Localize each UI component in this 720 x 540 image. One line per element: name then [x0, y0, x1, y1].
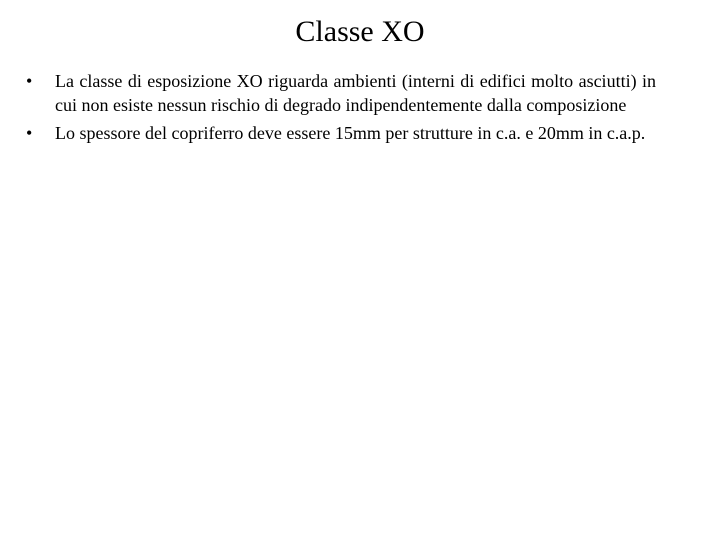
bullet-text: Lo spessore del copriferro deve essere 15mm per strutture in c.a. e 20mm in c.a.p.: [55, 123, 646, 143]
bullet-list: [26, 69, 656, 149]
bullet-icon: •: [26, 123, 33, 143]
bullet-item-cover-thickness: [26, 121, 656, 145]
bullet-item-exposure-class: [26, 69, 656, 117]
bullet-text: La classe di esposizione XO riguarda ambienti (interni di edifici molto asciutti) in cui non esiste nessun rischio di degrado indipendentemente dalla composizione: [55, 71, 656, 115]
slide-title: Classe XO: [295, 15, 425, 48]
bullet-icon: •: [26, 71, 33, 91]
